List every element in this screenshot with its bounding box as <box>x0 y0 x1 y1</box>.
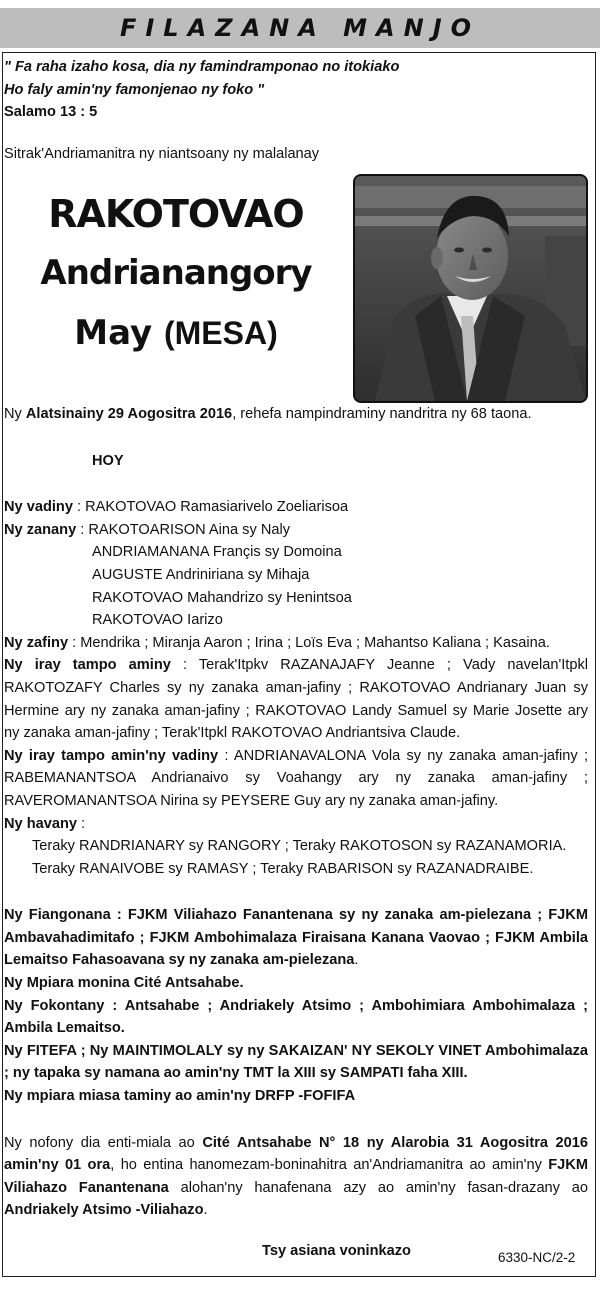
name-alias: (MESA) <box>163 315 278 351</box>
siblings-label: Ny iray tampo aminy <box>4 657 171 674</box>
in-laws-paragraph <box>4 745 588 813</box>
fitefa-value: Ny FITEFA ; Ny MAINTIMOLALY sy ny SAKAIZAN' NY SEKOLY VINET Ambohimalaza ; ny tapaka sy namana ao amin'ny TMT la XIII sy SAMPATI faha XIII. <box>4 1042 588 1082</box>
funeral-text-3: alohan'ny hanafenana azy ao amin'ny fasan-drazany ao <box>168 1179 589 1196</box>
hoy-label: HOY <box>92 452 124 469</box>
funeral-text-4: . <box>203 1202 208 1219</box>
child-row: ANDRIAMANANA Françis sy Domoina <box>92 544 342 561</box>
child-row: AUGUSTE Andriniriana sy Mihaja <box>92 566 310 583</box>
church-paragraph <box>4 904 588 972</box>
funeral-text-1: Ny nofony dia enti-miala ao <box>4 1134 203 1151</box>
grandchildren-label: Ny zafiny <box>4 634 69 651</box>
funeral-burial-place: Andriakely Atsimo -Viliahazo <box>4 1202 204 1219</box>
siblings-paragraph <box>4 654 588 744</box>
fokontany-value: Ny Fokontany : Antsahabe ; Andriakely Atsimo ; Ambohimiara Ambohimalaza ; Ambila Lemaitso. <box>4 997 588 1037</box>
fitefa-paragraph <box>4 1040 588 1085</box>
quote-line-1: " Fa raha izaho kosa, dia ny famindramponao no itokiako <box>4 59 400 75</box>
church-value: Ny Fiangonana : FJKM Viliahazo Fanantenana sy ny zanaka am-pielezana ; FJKM Ambavahadimitafo ; FJKM Ambohimalaza Firaisana Kanana Vaovao ; FJKM Ambila Lemaitso Fahasoavana sy ny zanaka am-pielezana <box>4 907 588 969</box>
relatives-row: Teraky RANAIVOBE sy RAMASY ; Teraky RABARISON sy RAZANADRAIBE. <box>32 860 534 877</box>
fokontany-paragraph <box>4 995 588 1040</box>
quote-reference: Salamo 13 : 5 <box>4 104 98 121</box>
funeral-text-2: , ho entina hanomezam-boninahitra an'Andriamanitra ao amin'ny <box>110 1157 549 1174</box>
death-suffix: , rehefa nampindraminy nandritra ny 68 taona. <box>232 406 532 422</box>
notice-reference: 6330-NC/2-2 <box>498 1250 576 1265</box>
colleagues-line <box>4 1085 588 1108</box>
relatives-label: Ny havany <box>4 815 78 832</box>
spouse-label: Ny vadiny <box>4 499 73 516</box>
funeral-paragraph <box>4 1132 588 1222</box>
grandchildren-line <box>4 632 588 655</box>
child-row: RAKOTOVAO Iarizo <box>92 612 223 629</box>
portrait-image <box>355 176 586 401</box>
portrait-photo <box>353 174 588 403</box>
death-announcement <box>4 403 588 426</box>
child-row: RAKOTOVAO Mahandrizo sy Henintsoa <box>92 589 352 606</box>
in-laws-value: : ANDRIANAVALONA Vola sy ny zanaka aman-jafiny ; RABEMANANTSOA Andrianaivo sy Voahangy ary ny zanaka aman-jafiny ; RAVEROMANANTSOA Nirina sy PEYSERE Guy ary ny zanaka aman-jafiny. <box>4 747 589 809</box>
intro-text: Sitrak'Andriamanitra ny niantsoany ny malalanay <box>4 146 320 162</box>
church-end: . <box>354 952 359 969</box>
funeral-church: FJKM Viliahazo Fanantenana <box>4 1157 588 1196</box>
no-flowers-note: Tsy asiana voninkazo <box>262 1243 411 1259</box>
spouse-value: : RAKOTOVAO Ramasiarivelo Zoeliarisoa <box>72 499 349 516</box>
name-line-3 <box>0 304 352 362</box>
death-date: Alatsinainy 29 Aogositra 2016 <box>25 406 233 422</box>
relatives-line <box>4 813 588 836</box>
in-laws-label: Ny iray tampo amin'ny vadiny <box>4 747 219 764</box>
relatives-row: Teraky RANDRIANARY sy RANGORY ; Teraky RAKOTOSON sy RAZANAMORIA. <box>32 838 567 855</box>
death-prefix: Ny <box>4 406 26 422</box>
name-line-1: RAKOTOVAO <box>48 192 304 236</box>
spouse-line <box>4 496 588 519</box>
children-first: : RAKOTOARISON Aina sy Naly <box>76 521 291 538</box>
header-bar <box>0 8 600 48</box>
quote-line-2: Ho faly amin'ny famonjenao ny foko " <box>4 81 265 98</box>
name-may: May <box>74 313 153 353</box>
children-line <box>4 519 588 542</box>
funeral-location-time: Cité Antsahabe N° 18 ny Alarobia 31 Aogositra 2016 amin'ny 01 ora <box>4 1134 588 1174</box>
colleagues-value: Ny mpiara miasa taminy ao amin'ny DRFP -FOFIFA <box>4 1088 356 1105</box>
notice-body <box>4 403 588 1222</box>
neighbors-line <box>4 972 588 995</box>
quote-block <box>4 56 588 124</box>
header-title: FILAZANA MANJO <box>119 14 481 42</box>
siblings-value: : Terak'Itpkv RAZANAJAFY Jeanne ; Vady navelan'Itpkl RAKOTOZAFY Charles sy ny zanaka aman-jafiny ; RAKOTOVAO Andrianary Juan sy Hermine ary ny zanaka aman-jafiny ; RAKOTOVAO Landy Samuel sy Marie Josette ary ny zanaka aman-jafiny ; Terak'Itpkl RAKOTOVAO Andriantsiva Claude. <box>4 657 589 742</box>
relatives-colon: : <box>77 815 86 832</box>
children-label: Ny zanany <box>4 521 77 538</box>
neighbors-value: Ny Mpiara monina Cité Antsahabe. <box>4 975 244 992</box>
deceased-name <box>0 186 352 362</box>
grandchildren-value: : Mendrika ; Miranja Aaron ; Irina ; Loïs Eva ; Mahantso Kaliana ; Kasaina. <box>68 634 550 651</box>
name-line-2: Andrianangory <box>40 253 312 293</box>
